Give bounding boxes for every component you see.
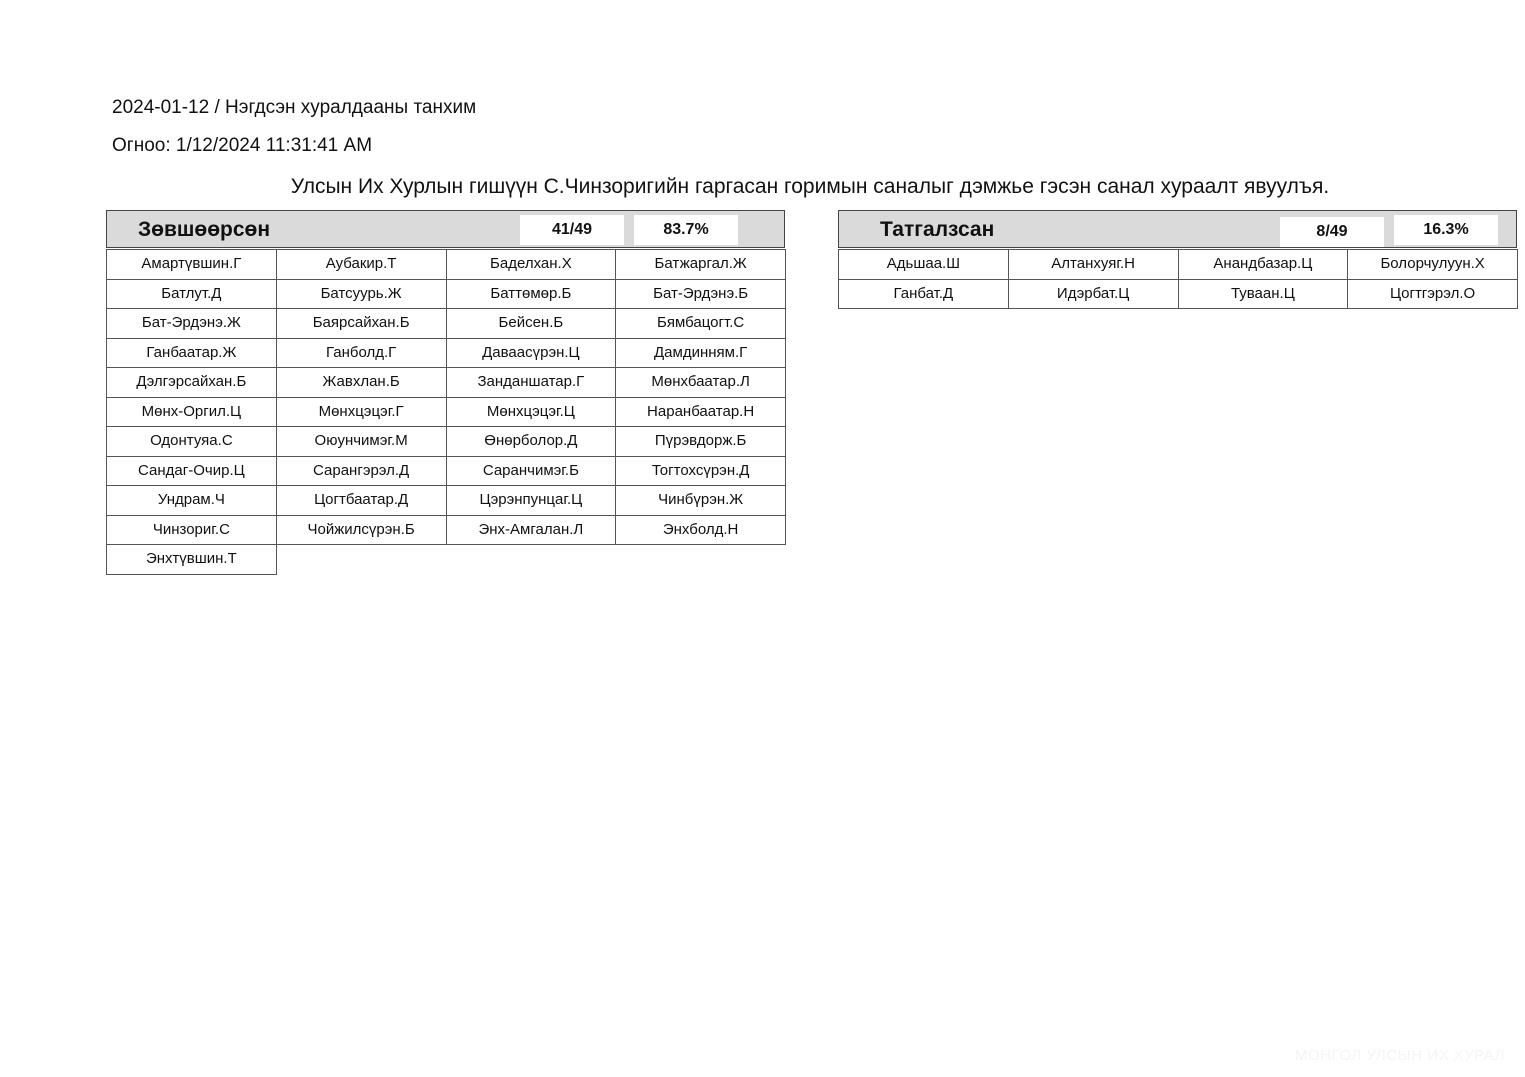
approved-member-cell: Батжаргал.Ж	[615, 249, 786, 280]
approved-member-cell: Мөнхцэцэг.Ц	[446, 397, 617, 428]
approved-member-cell: Сарангэрэл.Д	[276, 456, 447, 487]
motion-title: Улсын Их Хурлын гишүүн С.Чинзоригийн гаргасан горимын саналыг дэмжье гэсэн санал хураалт явуулъя.	[290, 175, 1330, 198]
approved-count: 41/49	[520, 215, 624, 245]
approved-member-cell: Мөнхцэцэг.Г	[276, 397, 447, 428]
vote-date: Огноо: 1/12/2024 11:31:41 AM	[112, 135, 373, 156]
rejected-percent: 16.3%	[1394, 215, 1498, 245]
rejected-member-cell: Идэрбат.Ц	[1008, 279, 1179, 310]
approved-member-cell: Баттөмөр.Б	[446, 279, 617, 310]
approved-member-cell: Пүрэвдорж.Б	[615, 426, 786, 457]
approved-member-cell: Өнөрболор.Д	[446, 426, 617, 457]
approved-header	[106, 210, 785, 248]
approved-member-cell: Баярсайхан.Б	[276, 308, 447, 339]
approved-member-cell: Амартүвшин.Г	[106, 249, 277, 280]
approved-member-cell: Энх-Амгалан.Л	[446, 515, 617, 546]
approved-member-cell: Бейсен.Б	[446, 308, 617, 339]
approved-member-cell: Бямбацогт.С	[615, 308, 786, 339]
approved-member-cell: Чинзориг.С	[106, 515, 277, 546]
approved-member-cell: Жавхлан.Б	[276, 367, 447, 398]
rejected-header	[838, 210, 1517, 248]
approved-member-cell: Ганбаатар.Ж	[106, 338, 277, 369]
approved-member-cell: Ганболд.Г	[276, 338, 447, 369]
rejected-member-cell: Ганбат.Д	[838, 279, 1009, 310]
approved-member-cell: Тогтохсүрэн.Д	[615, 456, 786, 487]
approved-member-cell: Чойжилсүрэн.Б	[276, 515, 447, 546]
rejected-member-cell: Болорчулуун.Х	[1347, 249, 1518, 280]
approved-member-cell: Энхболд.Н	[615, 515, 786, 546]
approved-member-cell: Чинбүрэн.Ж	[615, 485, 786, 516]
approved-member-cell: Мөнх-Оргил.Ц	[106, 397, 277, 428]
approved-member-cell: Даваасүрэн.Ц	[446, 338, 617, 369]
rejected-count: 8/49	[1280, 217, 1384, 247]
rejected-votes-section	[838, 210, 1517, 308]
approved-member-cell: Аубакир.Т	[276, 249, 447, 280]
approved-member-cell: Бат-Эрдэнэ.Б	[615, 279, 786, 310]
approved-member-cell: Ундрам.Ч	[106, 485, 277, 516]
approved-member-cell: Мөнхбаатар.Л	[615, 367, 786, 398]
approved-title: Зөвшөөрсөн	[138, 218, 271, 241]
approved-member-cell: Батсуурь.Ж	[276, 279, 447, 310]
approved-member-cell: Бат-Эрдэнэ.Ж	[106, 308, 277, 339]
rejected-name-table	[838, 249, 1517, 308]
approved-member-cell: Цогтбаатар.Д	[276, 485, 447, 516]
rejected-member-cell: Адьшаа.Ш	[838, 249, 1009, 280]
approved-member-cell: Цэрэнпунцаг.Ц	[446, 485, 617, 516]
approved-member-cell: Дэлгэрсайхан.Б	[106, 367, 277, 398]
approved-member-cell: Энхтүвшин.Т	[106, 544, 277, 575]
approved-member-cell: Саранчимэг.Б	[446, 456, 617, 487]
rejected-member-cell: Туваан.Ц	[1178, 279, 1349, 310]
rejected-member-cell: Алтанхуяг.Н	[1008, 249, 1179, 280]
approved-percent: 83.7%	[634, 215, 738, 245]
approved-member-cell: Сандаг-Очир.Ц	[106, 456, 277, 487]
watermark: МОНГОЛ УЛСЫН ИХ ХУРАЛ	[1295, 1047, 1505, 1064]
approved-member-cell: Наранбаатар.Н	[615, 397, 786, 428]
approved-member-cell: Оюунчимэг.М	[276, 426, 447, 457]
session-title: 2024-01-12 / Нэгдсэн хуралдааны танхим	[112, 97, 477, 118]
approved-member-cell: Баделхан.Х	[446, 249, 617, 280]
approved-member-cell: Занданшатар.Г	[446, 367, 617, 398]
rejected-member-cell: Цогтгэрэл.О	[1347, 279, 1518, 310]
approved-member-cell: Одонтуяа.С	[106, 426, 277, 457]
approved-name-table	[106, 249, 785, 574]
approved-member-cell: Дамдинням.Г	[615, 338, 786, 369]
rejected-title: Татгалзсан	[880, 218, 995, 241]
rejected-member-cell: Анандбазар.Ц	[1178, 249, 1349, 280]
approved-votes-section	[106, 210, 785, 574]
approved-member-cell: Батлут.Д	[106, 279, 277, 310]
